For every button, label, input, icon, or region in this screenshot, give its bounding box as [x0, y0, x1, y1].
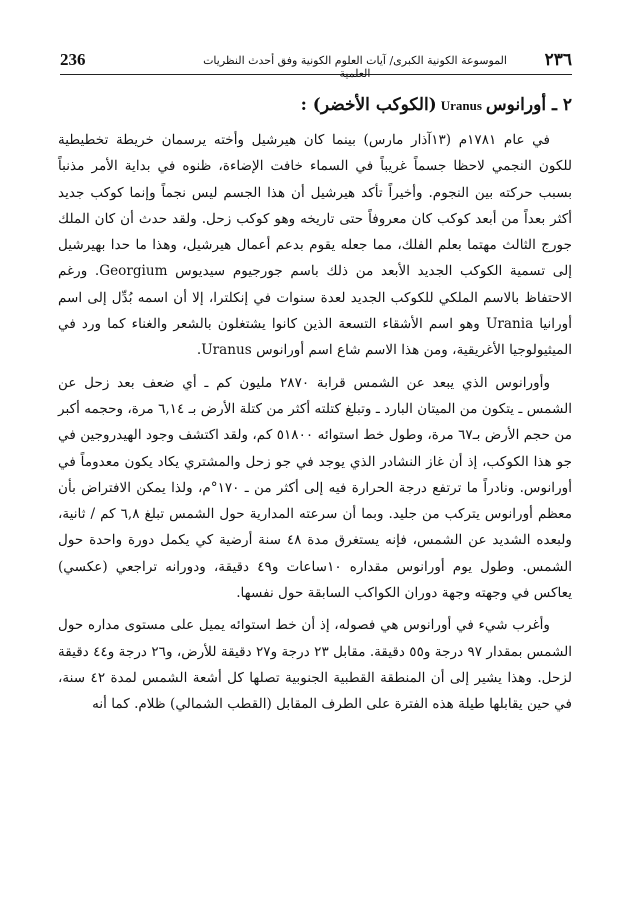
paragraph-discovery: في عام ١٧٨١م (١٣آذار مارس) بينما كان هيرشيل وأخته يرسمان خريطة تخطيطية للكون النجمي لاحظا جسماً غريباً في السماء خافت الإضاءة، ظنوه في بداية الأمر مذنباً بسبب حركته بين النجوم. وأخيراً تأكد هيرشيل أن هذا الجسم ليس نجماً وإنما كوكب جديد أكثر بعداً من أبعد كوكب كان معروفاً حتى تاريخه وهو كوكب زحل. ولقد حدث أن كان الملك جورج الثالث مهتما بعلم الفلك، مما جعله يقوم بدعم أعمال هيرشيل، وهذا ما حدا بهيرشيل إلى تسمية الكوكب الجديد الأبعد من ذلك باسم جورجيوم سيديوس Georgium. ورغم الاحتفاظ بالاسم الملكي للكوكب الجديد لعدة سنوات في إنكلترا، إلا أن اسمه بُدِّل إلى اسم أورانيا Urania وهو اسم الأشقاء التسعة الذين كانوا يشتغلون بالشعر والغناء كما ورد في الميثيولوجيا الأغريقية، ومن هذا الاسم شاع اسم أورانوس Uranus. [58, 132, 572, 359]
page-number-latin: 236 [60, 50, 86, 69]
page-header [60, 44, 572, 80]
paragraph-seasons: وأغرب شيء في أورانوس هي فصوله، إذ أن خط استوائه يميل على مستوى مداره حول الشمس بمقدار ٩٧ درجة و٥٥ دقيقة. مقابل ٢٣ درجة و٢٧ دقيقة للأرض، و٢٦ درجة و٤٤ دقيقة لزحل. وهذا يشير إلى أن المنطقة القطبية الجنوبية تصلها كل أشعة الشمس لمدة ٤٢ سنة، في حين يقابلها طيلة هذه الفترة على الطرف المقابل (القطب الشمالي) ظلام. كما أنه [58, 617, 572, 713]
paragraph-physical-properties: وأورانوس الذي يبعد عن الشمس قرابة ٢٨٧٠ مليون كم ـ أي ضعف بعد زحل عن الشمس ـ يتكون من الميتان البارد ـ وتبلغ كتلته أكثر من كتلة الأرض بـ ٦,١٤ مرة، وحجمه أكبر من حجم الأرض بـ٦٧ مرة، وطول خط استوائه ٥١٨٠٠ كم، ولقد اكتشف وجود الهيدروجين في جو هذا الكوكب، إذ أن غاز النشادر الذي يوجد في جو زحل والمشتري يكاد يكون معدوماً في أورانوس. ونادراً ما ترتفع درجة الحرارة فيه إلى أكثر من ـ ١٧٠°م، ولذا يمكن الافتراض بأن معظم أورانوس يتركب من جليد. وبما أن سرعته المدارية حول الشمس تبلغ ٦,٨ كم / ثانية، ولبعده الشديد عن الشمس، فإنه يستغرق مدة ٤٨ سنة أرضية كي يكمل دورة واحدة حول الشمس. وطول يوم أورانوس مقداره ١٠ساعات و٤٩ دقيقة، ودورانه تراجعي (عكسي) يعاكس في وجهته وجهة دوران الكواكب السابقة حول نفسها. [58, 374, 573, 602]
heading-prefix: ٢ ـ أورانوس [485, 95, 572, 115]
section-heading [58, 92, 572, 119]
running-title: الموسوعة الكونية الكبرى/ آيات العلوم الكونية وفق أحدث النظريات العلمية [203, 54, 507, 80]
heading-suffix: (الكوكب الأخضر) : [300, 95, 437, 115]
heading-latin-term: Uranus [440, 98, 482, 113]
page-body [58, 92, 572, 724]
page-number-arabic: ٢٣٦ [544, 50, 572, 69]
